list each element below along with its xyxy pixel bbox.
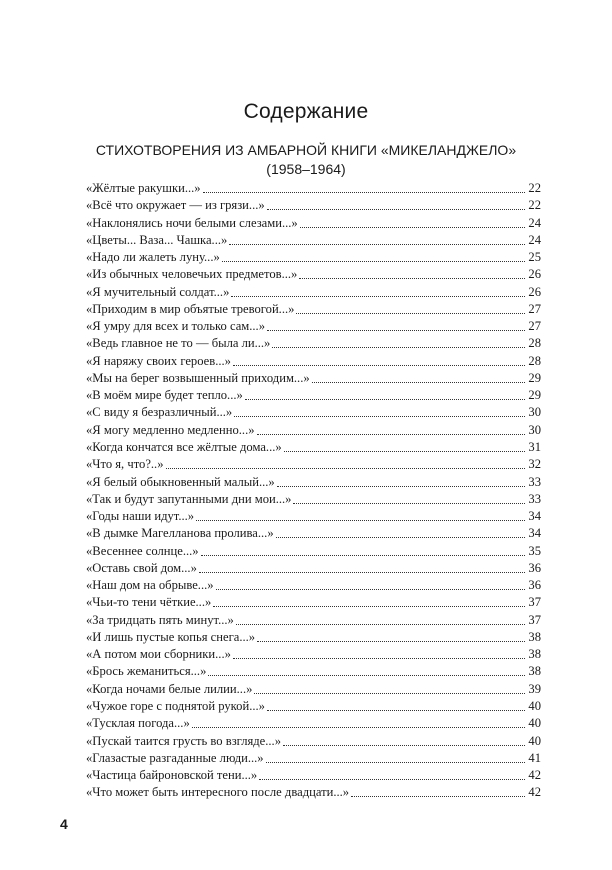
toc-leader-dots — [277, 474, 525, 487]
toc-entry[interactable] — [86, 318, 541, 335]
toc-entry-title: «Что я, что?..» — [86, 457, 164, 472]
toc-entry-page: 41 — [528, 750, 541, 765]
toc-entry-title: «Когда ночами белые лилии...» — [86, 681, 253, 696]
toc-entry-page: 27 — [528, 319, 541, 334]
toc-entry-page: 26 — [528, 267, 541, 282]
toc-entry[interactable] — [86, 456, 541, 473]
toc-entry-title: «Из обычных человечьих предметов...» — [86, 267, 298, 282]
toc-entry-page: 38 — [528, 629, 541, 644]
toc-leader-dots — [236, 612, 525, 625]
toc-entry-page: 28 — [528, 353, 541, 368]
toc-leader-dots — [276, 525, 525, 538]
toc-leader-dots — [259, 767, 525, 780]
toc-entry-title: «Весеннее солнце...» — [86, 543, 199, 558]
toc-entry-title: «Я мучительный солдат...» — [86, 284, 230, 299]
toc-entry[interactable] — [86, 715, 541, 732]
toc-entry-page: 24 — [528, 215, 541, 230]
toc-entry[interactable] — [86, 612, 541, 629]
toc-entry-page: 28 — [528, 336, 541, 351]
section-heading-title: СТИХОТВОРЕНИЯ ИЗ АМБАРНОЙ КНИГИ «МИКЕЛАНДЖЕЛО» — [95, 142, 517, 158]
toc-leader-dots — [233, 353, 525, 366]
toc-entry[interactable] — [86, 266, 541, 283]
toc-entry[interactable] — [86, 387, 541, 404]
toc-entry-page: 37 — [528, 595, 541, 610]
toc-entry-title: «Годы наши идут...» — [86, 509, 195, 524]
toc-leader-dots — [201, 543, 525, 556]
toc-entry[interactable] — [86, 353, 541, 370]
toc-leader-dots — [213, 594, 525, 607]
toc-entry-title: «Так и будут запутанными дни мои...» — [86, 491, 292, 506]
toc-entry-page: 34 — [528, 526, 541, 541]
toc-leader-dots — [257, 629, 525, 642]
toc-leader-dots — [293, 491, 525, 504]
toc-entry-title: «Пускай таится грусть во взгляде...» — [86, 733, 282, 748]
toc-entry-page: 40 — [528, 698, 541, 713]
toc-entry-title: «Я умру для всех и только сам...» — [86, 319, 265, 334]
toc-entry-title: «Брось жеманиться...» — [86, 664, 207, 679]
toc-entry[interactable] — [86, 284, 541, 301]
toc-entry-page: 29 — [528, 370, 541, 385]
toc-leader-dots — [267, 698, 525, 711]
toc-leader-dots — [245, 387, 525, 400]
toc-entry-page: 30 — [528, 405, 541, 420]
toc-entry[interactable] — [86, 474, 541, 491]
toc-entry[interactable] — [86, 215, 541, 232]
toc-leader-dots — [203, 180, 525, 193]
toc-entry-title: «И лишь пустые копья снега...» — [86, 629, 256, 644]
table-of-contents — [86, 180, 541, 802]
toc-entry[interactable] — [86, 594, 541, 611]
toc-entry[interactable] — [86, 733, 541, 750]
toc-leader-dots — [312, 370, 525, 383]
toc-entry-title: «Я наряжу своих героев...» — [86, 353, 231, 368]
toc-entry-title: «Что может быть интересного после двадцати...» — [86, 785, 350, 800]
toc-entry[interactable] — [86, 525, 541, 542]
toc-entry-title: «Чьи-то тени чёткие...» — [86, 595, 212, 610]
toc-entry-page: 22 — [528, 198, 541, 213]
toc-entry-page: 22 — [528, 181, 541, 195]
toc-entry[interactable] — [86, 232, 541, 249]
toc-entry-title: «Мы на берег возвышенный приходим...» — [86, 370, 310, 385]
toc-entry-page: 26 — [528, 284, 541, 299]
toc-entry[interactable] — [86, 543, 541, 560]
toc-leader-dots — [216, 577, 525, 590]
toc-entry-page: 25 — [528, 250, 541, 265]
toc-entry-page: 33 — [528, 491, 541, 506]
toc-entry-page: 27 — [528, 301, 541, 316]
toc-entry-page: 42 — [528, 785, 541, 800]
toc-entry[interactable] — [86, 784, 541, 801]
toc-entry-page: 35 — [528, 543, 541, 558]
toc-entry[interactable] — [86, 491, 541, 508]
toc-entry[interactable] — [86, 301, 541, 318]
toc-entry[interactable] — [86, 335, 541, 352]
toc-entry-page: 36 — [528, 560, 541, 575]
toc-entry-page: 29 — [528, 388, 541, 403]
toc-entry-title: «А потом мои сборники...» — [86, 647, 231, 662]
toc-entry-title: «С виду я безразличный...» — [86, 405, 233, 420]
toc-leader-dots — [299, 266, 525, 279]
toc-entry-title: «Глазастые разгаданные люди...» — [86, 750, 264, 765]
toc-leader-dots — [296, 301, 525, 314]
section-heading — [0, 141, 612, 179]
toc-leader-dots — [234, 404, 525, 417]
toc-leader-dots — [272, 335, 525, 348]
toc-entry-page: 32 — [528, 457, 541, 472]
toc-entry-page: 31 — [528, 439, 541, 454]
toc-entry-title: «В моём мире будет тепло...» — [86, 388, 243, 403]
toc-leader-dots — [229, 232, 525, 245]
toc-entry[interactable] — [86, 197, 541, 214]
toc-entry-page: 38 — [528, 664, 541, 679]
toc-entry-page: 42 — [528, 768, 541, 783]
toc-entry-title: «Надо ли жалеть луну...» — [86, 250, 220, 265]
toc-entry-page: 34 — [528, 509, 541, 524]
toc-entry[interactable] — [86, 370, 541, 387]
toc-entry[interactable] — [86, 767, 541, 784]
toc-leader-dots — [208, 663, 525, 676]
toc-entry-title: «Чужое горе с поднятой рукой...» — [86, 698, 265, 713]
toc-entry-title: «Наш дом на обрыве...» — [86, 578, 214, 593]
toc-leader-dots — [266, 750, 525, 763]
toc-entry[interactable] — [86, 508, 541, 525]
toc-leader-dots — [199, 560, 525, 573]
toc-entry[interactable] — [86, 560, 541, 577]
section-heading-years: (1958–1964) — [266, 161, 346, 177]
toc-leader-dots — [351, 784, 525, 797]
toc-entry[interactable] — [86, 180, 541, 197]
toc-entry-page: 37 — [528, 612, 541, 627]
toc-entry-title: «Цветы... Ваза... Чашка...» — [86, 232, 228, 247]
page-title: Содержание — [243, 100, 369, 124]
toc-entry-title: «Наклонялись ночи белыми слезами...» — [86, 215, 298, 230]
toc-leader-dots — [254, 681, 525, 694]
toc-entry[interactable] — [86, 404, 541, 421]
toc-entry-page: 39 — [528, 681, 541, 696]
toc-entry-title: «Всё что окружает — из грязи...» — [86, 198, 265, 213]
toc-entry[interactable] — [86, 422, 541, 439]
toc-entry-title: «Оставь свой дом...» — [86, 560, 197, 575]
toc-entry[interactable] — [86, 646, 541, 663]
toc-entry-title: «Я могу медленно медленно...» — [86, 422, 255, 437]
toc-entry[interactable] — [86, 663, 541, 680]
toc-entry[interactable] — [86, 577, 541, 594]
toc-entry-page: 36 — [528, 578, 541, 593]
page-number: 4 — [60, 816, 68, 832]
toc-entry[interactable] — [86, 439, 541, 456]
toc-entry-title: «Тусклая погода...» — [86, 716, 190, 731]
toc-entry-title: «Когда кончатся все жёлтые дома...» — [86, 439, 282, 454]
toc-entry[interactable] — [86, 698, 541, 715]
toc-entry[interactable] — [86, 249, 541, 266]
toc-entry-title: «Частица байроновской тени...» — [86, 768, 258, 783]
toc-leader-dots — [284, 439, 525, 452]
toc-entry-title: «Я белый обыкновенный малый...» — [86, 474, 275, 489]
toc-entry-title: «В дымке Магелланова пролива...» — [86, 526, 274, 541]
toc-entry-title: «Приходим в мир объятые тревогой...» — [86, 301, 295, 316]
toc-entry[interactable] — [86, 750, 541, 767]
toc-leader-dots — [233, 646, 525, 659]
toc-entry[interactable] — [86, 629, 541, 646]
toc-entry-page: 38 — [528, 647, 541, 662]
toc-entry-page: 40 — [528, 716, 541, 731]
toc-leader-dots — [267, 197, 525, 210]
toc-entry-title: «Ведь главное не то — была ли...» — [86, 336, 271, 351]
toc-entry-page: 30 — [528, 422, 541, 437]
toc-entry-title: «Жёлтые ракушки...» — [86, 181, 201, 195]
toc-entry-page: 33 — [528, 474, 541, 489]
toc-leader-dots — [267, 318, 525, 331]
toc-leader-dots — [222, 249, 525, 262]
toc-entry-title: «За тридцать пять минут...» — [86, 612, 234, 627]
toc-entry[interactable] — [86, 681, 541, 698]
toc-leader-dots — [257, 422, 525, 435]
toc-leader-dots — [283, 733, 525, 746]
toc-leader-dots — [166, 456, 525, 469]
toc-leader-dots — [192, 715, 525, 728]
toc-leader-dots — [300, 215, 525, 228]
toc-entry-page: 40 — [528, 733, 541, 748]
toc-entry-page: 24 — [528, 232, 541, 247]
toc-leader-dots — [231, 284, 525, 297]
toc-leader-dots — [196, 508, 525, 521]
